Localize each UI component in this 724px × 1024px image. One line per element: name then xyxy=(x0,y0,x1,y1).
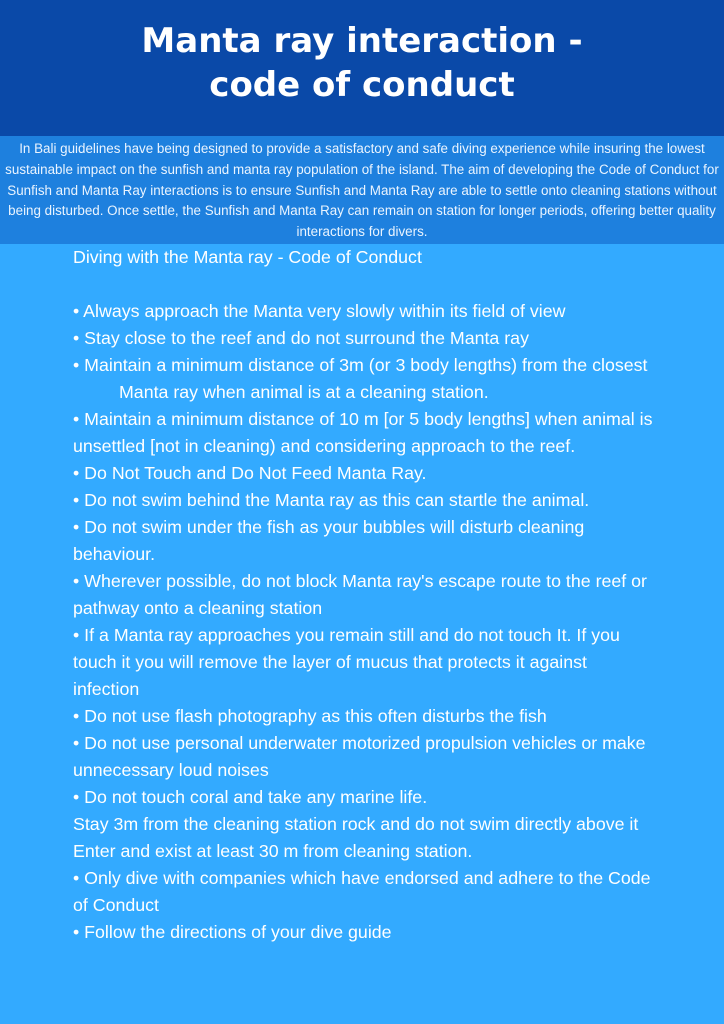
rule-item: • Follow the directions of your dive guide xyxy=(73,922,392,942)
rule-item: • Only dive with companies which have endorsed and adhere to the Code of Conduct xyxy=(73,868,651,915)
page-title xyxy=(0,0,724,107)
spacer xyxy=(73,271,658,298)
rule-item: • Do not touch coral and take any marine life. xyxy=(73,787,428,807)
rule-item: • Do not use flash photography as this often disturbs the fish xyxy=(73,706,547,726)
code-of-conduct-section xyxy=(73,244,658,946)
rule-item: • Do not use personal underwater motorized propulsion vehicles or make unnecessary loud noises xyxy=(73,733,646,780)
rule-item: • Wherever possible, do not block Manta ray's escape route to the reef or pathway onto a cleaning station xyxy=(73,571,647,618)
rule-item: • Always approach the Manta very slowly within its field of view xyxy=(73,301,566,321)
rule-item: • Do not swim behind the Manta ray as this can startle the animal. xyxy=(73,490,590,510)
rule-item: • Do Not Touch and Do Not Feed Manta Ray. xyxy=(73,463,427,483)
rule-item: Stay 3m from the cleaning station rock and do not swim directly above it Enter and exist at least 30 m from cleaning station. xyxy=(73,814,639,861)
intro-panel xyxy=(0,136,724,244)
page-title-line-2: code of conduct xyxy=(209,65,515,105)
rule-item: • Stay close to the reef and do not surround the Manta ray xyxy=(73,328,529,348)
rule-item: • If a Manta ray approaches you remain still and do not touch It. If you touch it you will remove the layer of mucus that protects it against infection xyxy=(73,625,620,699)
conduct-heading: Diving with the Manta ray - Code of Conduct xyxy=(73,247,422,267)
page-title-line-1: Manta ray interaction - xyxy=(141,21,583,61)
rule-item: • Maintain a minimum distance of 3m (or 3 body lengths) from the closest xyxy=(73,355,648,375)
rule-item-continuation: Manta ray when animal is at a cleaning station. xyxy=(119,382,489,402)
rule-item: • Do not swim under the fish as your bubbles will disturb cleaning behaviour. xyxy=(73,517,585,564)
title-banner xyxy=(0,0,724,136)
intro-text: In Bali guidelines have being designed to provide a satisfactory and safe diving experience while insuring the lowest sustainable impact on the sunfish and manta ray population of the island. The aim of developing the Code of Conduct for Sunfish and Manta Ray interactions is to ensure Sunfish and Manta Ray are able to settle onto cleaning stations without being disturbed. Once settle, the Sunfish and Manta Ray can remain on station for longer periods, offering better quality interactions for divers. xyxy=(5,141,719,240)
rule-item: • Maintain a minimum distance of 10 m [or 5 body lengths] when animal is unsettled [not in cleaning) and considering approach to the reef. xyxy=(73,409,653,456)
